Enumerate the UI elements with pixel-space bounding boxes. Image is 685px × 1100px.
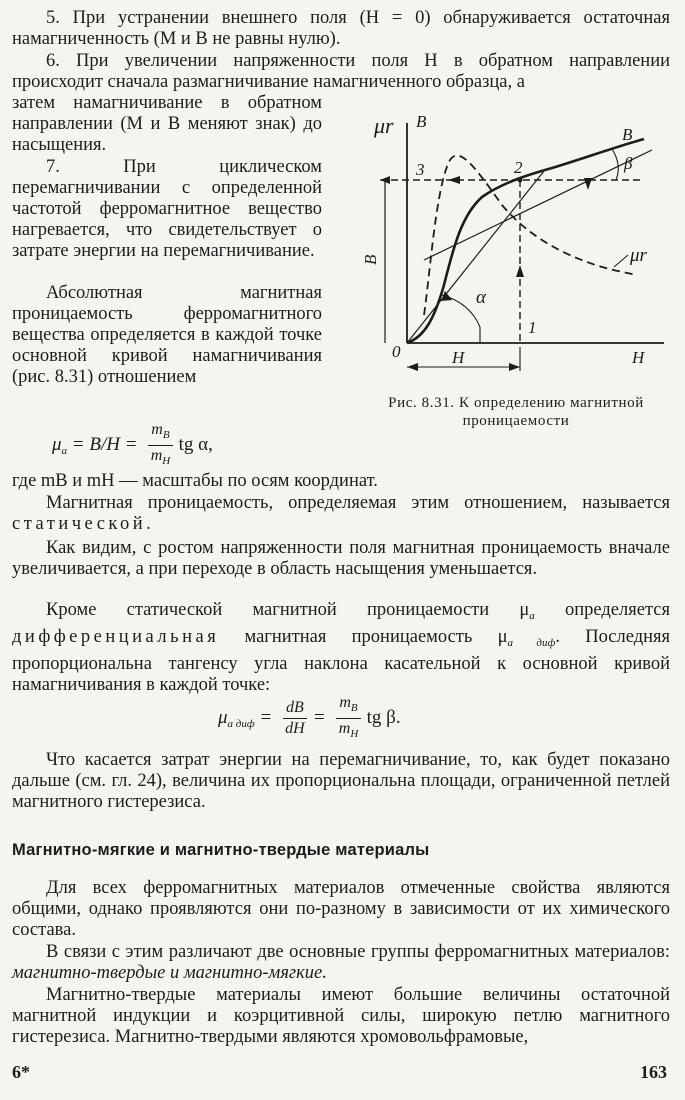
label-3: 3 [416, 160, 425, 179]
paragraph-energy: Что касается затрат энергии на перемагничивание, то, как будет показано дальше (см. гл. 24), величина их пропорциональна площади, ограниченной петлей магнитного гистерезиса. [12, 750, 670, 812]
formula2-rhs: tg β. [366, 706, 401, 728]
paragraph-7: 7. При циклическом перемагничивании с определенной частотой ферромагнитное вещество нагревается, что свидетельствует о затрате энергии на перемагничивание. [12, 157, 322, 261]
formula1-fraction [148, 421, 172, 470]
paragraph-absolute-permeability: Абсолютная магнитная проницаемость ферромагнитного вещества определяется в каждой точке основной кривой намагничивания (рис. 8.31) отношением [12, 283, 322, 387]
diff-sub-d: a диф [507, 637, 556, 649]
figure-caption: Рис. 8.31. К определению магнитной проницаемости [388, 395, 644, 429]
formula2-frac2-num: m [339, 694, 351, 711]
paragraph-where: где mB и mH — масштабы по осям координат. [12, 471, 378, 491]
secant-line [407, 171, 544, 343]
arrow-up-1 [516, 265, 524, 277]
label-h-span: H [452, 348, 465, 367]
paragraph-static [12, 493, 670, 535]
formula2-fraction-1 [283, 699, 307, 738]
formula-static-permeability [52, 421, 213, 470]
section-paragraph-3: Магнитно-твердые материалы имеют большие величины остаточной магнитной индукции и коэрцитивной силы, широкую петлю магнитного гистерезиса. Магнитно-твердыми являются хромовольфрамовые, [12, 985, 670, 1047]
formula1-num-sub: B [162, 429, 170, 441]
b-curve [407, 139, 644, 343]
h-arrow-left [407, 363, 418, 371]
arrow-left-3 [448, 176, 460, 184]
diff-term: дифференциальная [12, 627, 220, 647]
diff-text-d: магнитная проницаемость μ [244, 627, 508, 647]
formula2-frac2-num-sub: B [350, 702, 358, 714]
point-2-marker [518, 178, 523, 183]
section-paragraph-2 [12, 942, 670, 984]
label-beta: β [624, 154, 633, 173]
label-2: 2 [514, 158, 523, 177]
formula-differential-permeability: $\mu_{a диф}$ = $\frac{dB}{dH}$ = $\frac{m_B}{m_H}$ tg β. [218, 694, 401, 743]
formula1-den-sub: H [162, 455, 171, 467]
diff-text-b: определяется [534, 600, 670, 620]
formula1-num: m [151, 421, 163, 438]
diff-text-a: Кроме статической магнитной проницаемости μ [46, 600, 530, 620]
static-term: статической. [12, 514, 155, 534]
label-alpha: α [476, 287, 486, 308]
diff-text-e: . Последняя пропорциональна тангенсу угла наклона касательной к основной кривой намагничивания в каждой точке: [12, 627, 671, 695]
formula2-fraction-2 [336, 694, 360, 743]
diff-sub-a: a [529, 610, 535, 622]
formula2-frac1-den: dH [285, 720, 305, 737]
formula2-lhs-sub: a диф [227, 717, 255, 730]
mu-r-leader [614, 255, 628, 267]
label-1: 1 [528, 318, 537, 337]
paragraph-5: 5. При устранении внешнего поля (H = 0) обнаруживается остаточная намагниченность (М и В не равны нулю). [12, 8, 670, 49]
paragraph-6-bottom: затем намагничивание в обратном направлении (М и В меняют знак) до насыщения. [12, 93, 322, 155]
label-mu-r-axis: μr [374, 113, 394, 138]
paragraph-differential [12, 600, 670, 696]
label-b-vertical: B [361, 254, 380, 265]
label-h-axis: H [632, 348, 645, 367]
paragraph-growth: Как видим, с ростом напряженности поля магнитная проницаемость вначале увеличивается, а при переходе в область насыщения уменьшается. [12, 538, 670, 579]
section-paragraph-1: Для всех ферромагнитных материалов отмеченные свойства являются общими, однако проявляются они по-разному в зависимости от их химического состава. [12, 878, 670, 940]
formula1-den: m [150, 447, 163, 464]
formula2-frac2-den: m [338, 720, 351, 737]
figure-8-31 [352, 105, 674, 375]
label-mu-r-curve: μr [630, 245, 647, 266]
formula2-frac2-den-sub: H [350, 728, 359, 740]
section-p2-text: В связи с этим различают две основные группы ферромагнитных материалов: [46, 942, 670, 962]
formula1-eq: = B/H = [67, 433, 143, 455]
formula2-lhs: μ [218, 706, 228, 728]
formula1-lhs: μ [52, 433, 62, 455]
label-b-axis: B [416, 112, 427, 131]
section-p2-italic: магнитно-твердые и магнитно-мягкие. [12, 963, 327, 983]
formula2-frac1-num: dB [283, 699, 307, 719]
formula1-rhs: tg α, [178, 433, 213, 455]
page-number: 163 [640, 1062, 667, 1082]
magnetization-curve-diagram [352, 105, 674, 375]
beta-arc [612, 149, 618, 180]
section-heading: Магнитно-мягкие и магнитно-твердые материалы [12, 841, 430, 859]
label-b-curve: B [622, 125, 633, 144]
label-origin: 0 [392, 342, 401, 361]
signature-mark: 6* [12, 1062, 30, 1082]
paragraph-6-top: 6. При увеличении напряженности поля H в обратном направлении происходит сначала размагничивание намагниченного образца, а [12, 51, 670, 92]
static-text: Магнитная проницаемость, определяемая этим отношением, называется [46, 493, 670, 513]
formula1-lhs-sub: a [61, 444, 68, 457]
h-arrow-right [509, 363, 520, 371]
